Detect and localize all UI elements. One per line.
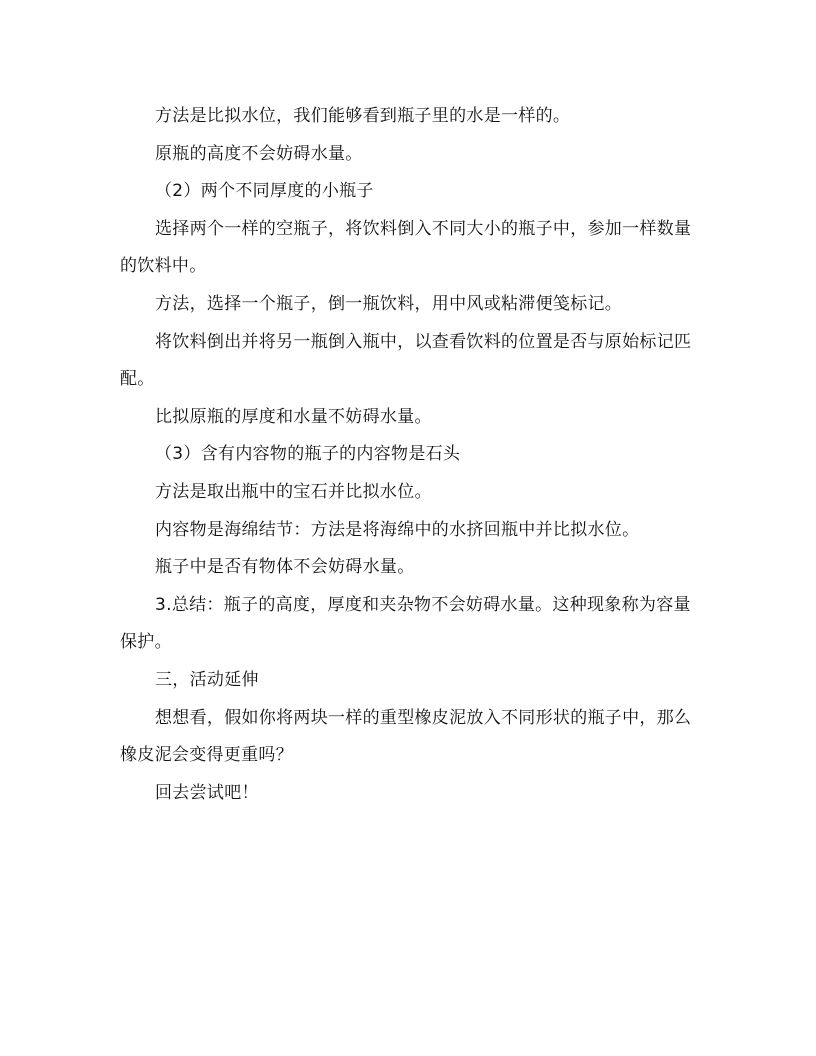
heading-two-thickness-bottles: （2）两个不同厚度的小瓶子: [155, 181, 374, 202]
paragraph-height-no-effect: 原瓶的高度不会妨碍水量。: [155, 143, 363, 164]
paragraph-objects-no-effect: 瓶子中是否有物体不会妨碍水量。: [155, 557, 415, 578]
paragraph-try-it: 回去尝试吧！: [155, 782, 259, 803]
document-body: [120, 98, 700, 812]
paragraph-choose-two-bottles: 选择两个一样的空瓶子，将饮料倒入不同大小的瓶子中，参加一样数量的饮料中。: [120, 218, 692, 277]
paragraph-summary: 3.总结：瓶子的高度，厚度和夹杂物不会妨碍水量。这种现象称为容量保护。: [120, 594, 691, 653]
paragraph-method-mark: 方法，选择一个瓶子，倒一瓶饮料，用中风或粘滞便笺标记。: [155, 293, 623, 314]
paragraph-thickness-no-effect: 比拟原瓶的厚度和水量不妨碍水量。: [155, 406, 432, 427]
heading-activity-extension: 三，活动延伸: [155, 669, 259, 690]
paragraph-remove-gem: 方法是取出瓶中的宝石并比拟水位。: [155, 481, 432, 502]
paragraph-sponge: 内容物是海绵结节：方法是将海绵中的水挤回瓶中并比拟水位。: [155, 519, 640, 540]
paragraph-compare-water-level: 方法是比拟水位，我们能够看到瓶子里的水是一样的。: [155, 106, 571, 126]
heading-contents-stone: （3）含有内容物的瓶子的内容物是石头: [155, 444, 461, 465]
paragraph-think-about-it: 想想看，假如你将两块一样的重型橡皮泥放入不同形状的瓶子中，那么橡皮泥会变得更重吗？: [120, 707, 692, 766]
paragraph-pour-and-check: 将饮料倒出并将另一瓶倒入瓶中，以查看饮料的位置是否与原始标记匹配。: [120, 331, 692, 390]
